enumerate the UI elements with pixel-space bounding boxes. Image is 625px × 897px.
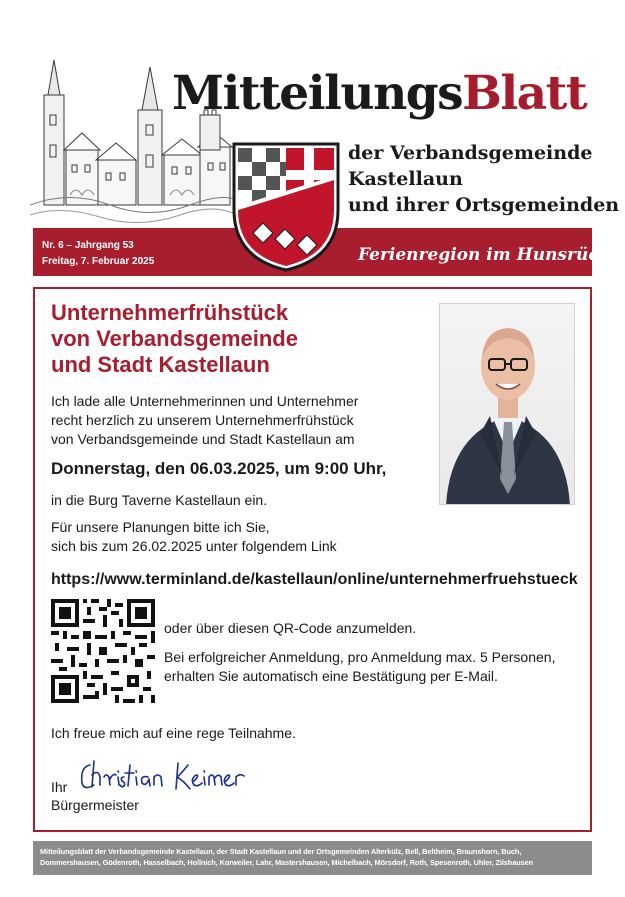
confirm-line: erhalten Sie automatisch eine Bestätigung per E-Mail. bbox=[164, 668, 498, 684]
closing-line: Ich freue mich auf eine rege Teilnahme. bbox=[51, 725, 296, 741]
confirm-line: Bei erfolgreicher Anmeldung, pro Anmeldung max. 5 Personen, bbox=[164, 649, 556, 665]
title-part-1: Mitteilungs bbox=[172, 66, 463, 121]
issue-date: Freitag, 7. Februar 2025 bbox=[42, 256, 155, 267]
closing-sentence bbox=[51, 724, 296, 743]
headline-line: Unternehmerfrühstück bbox=[51, 300, 289, 325]
footer-text bbox=[40, 846, 590, 868]
intro-paragraph bbox=[51, 392, 358, 449]
footer-line: Mitteilungsblatt der Verbandsgemeinde Kastellaun, der Stadt Kastellaun und der Ortsgemeinden Alterkülz, Bell, Beltheim, Braunshorn, Buch, bbox=[40, 847, 522, 856]
region-tagline: Ferienregion im Hunsrück bbox=[358, 245, 611, 265]
subtitle-line: der Verbandsgemeinde bbox=[348, 142, 593, 164]
intro-line: Ich lade alle Unternehmerinnen und Unternehmer bbox=[51, 393, 359, 409]
salutation: Ihr bbox=[51, 779, 68, 795]
qr-code-icon[interactable] bbox=[51, 599, 155, 703]
article-headline bbox=[51, 300, 431, 378]
planning-line: Für unsere Planungen bitte ich Sie, bbox=[51, 519, 270, 535]
qr-instruction bbox=[164, 619, 416, 638]
event-place bbox=[51, 491, 267, 510]
coat-of-arms-icon bbox=[230, 140, 342, 274]
planning-line: sich bis zum 26.02.2025 unter folgendem Link bbox=[51, 538, 337, 554]
intro-line: von Verbandsgemeinde und Stadt Kastellaun am bbox=[51, 431, 355, 447]
event-date: Donnerstag, den 06.03.2025, um 9:00 Uhr, bbox=[51, 459, 387, 478]
headline-line: von Verbandsgemeinde bbox=[51, 326, 298, 351]
portrait-photo bbox=[439, 303, 575, 505]
place-line: in die Burg Taverne Kastellaun ein. bbox=[51, 492, 268, 508]
issue-number: Nr. 6 – Jahrgang 53 bbox=[42, 240, 134, 251]
footer-line: Dommershausen, Gödenroth, Hasselbach, Hollnich, Korweiler, Lahr, Mastershausen, Michelbach, Mörsdorf, Roth, Spesenroth, Uhler, Zilshausen bbox=[40, 858, 534, 867]
intro-line: recht herzlich zu unserem Unternehmerfrühstück bbox=[51, 412, 354, 428]
planning-paragraph bbox=[51, 518, 337, 556]
confirmation-paragraph bbox=[164, 648, 555, 686]
headline-line: und Stadt Kastellaun bbox=[51, 352, 270, 377]
subtitle-line: Kastellaun bbox=[348, 168, 463, 190]
signature-image bbox=[76, 755, 256, 803]
mayor-title: Bürgermeister bbox=[51, 797, 139, 813]
masthead-title bbox=[172, 66, 622, 138]
qr-text-line: oder über diesen QR-Code anzumelden. bbox=[164, 620, 417, 636]
issue-info bbox=[42, 238, 154, 270]
title-part-2: Blatt bbox=[462, 66, 587, 121]
masthead-subtitle bbox=[348, 140, 618, 218]
registration-link[interactable]: https://www.terminland.de/kastellaun/online/unternehmerfruehstueck bbox=[51, 571, 578, 588]
subtitle-line: und ihrer Ortsgemeinden bbox=[348, 194, 620, 216]
